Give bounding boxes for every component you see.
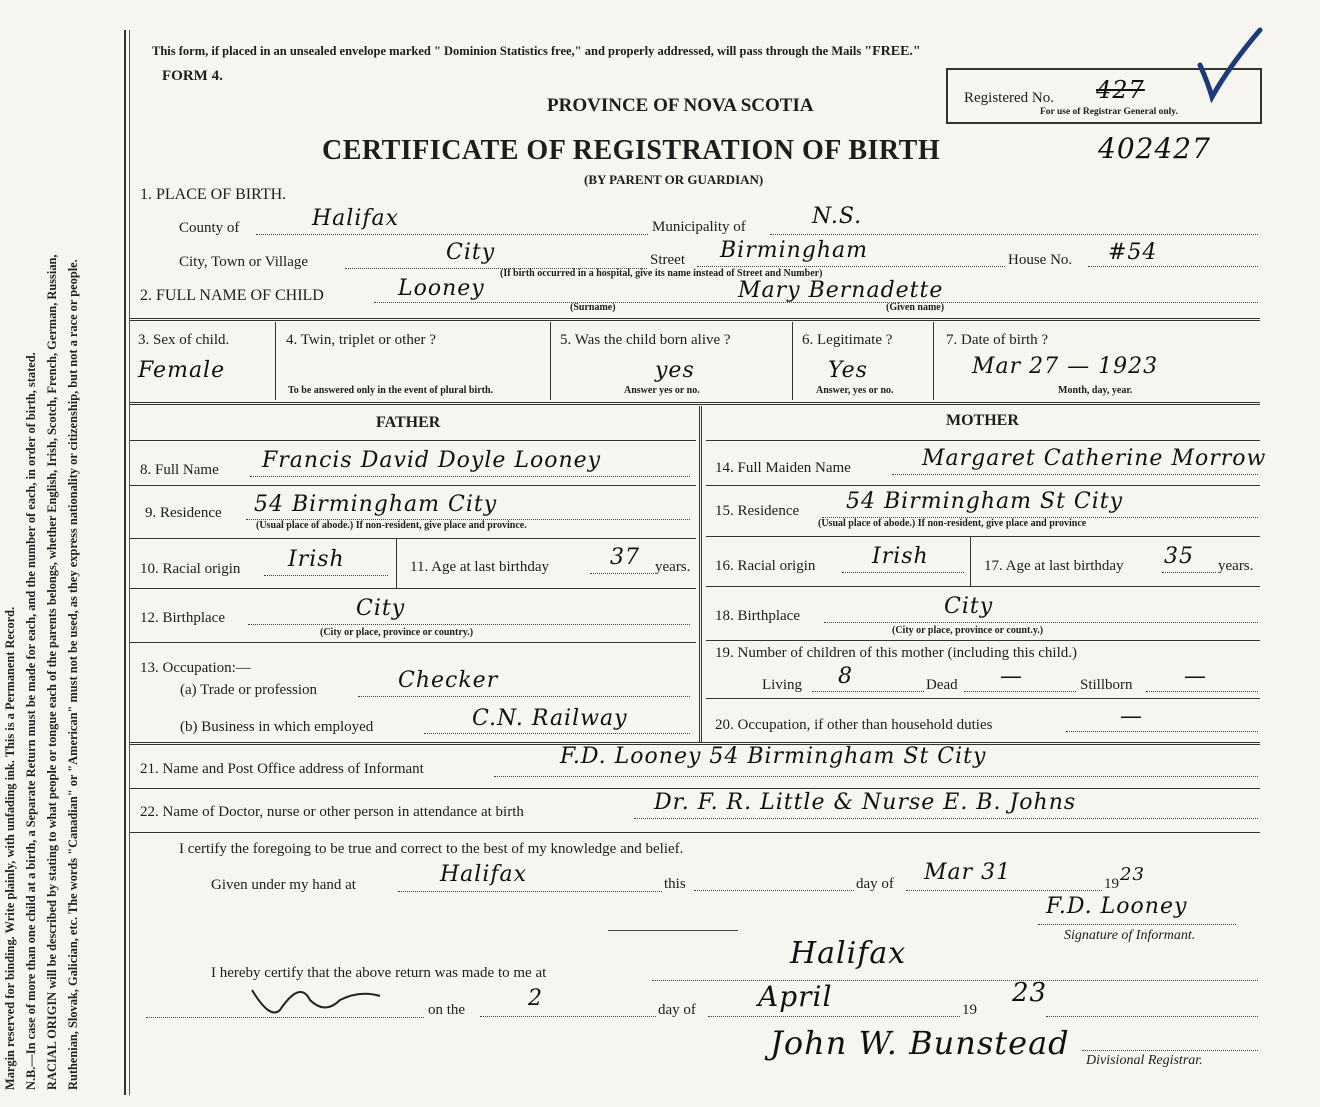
given-year-value: 23 — [1120, 864, 1145, 885]
registrar-month-value: April — [758, 980, 833, 1013]
row-divider-top — [130, 318, 1260, 321]
legitimate-note: Answer, yes or no. — [816, 385, 894, 396]
col-divider — [550, 322, 551, 400]
dob-value: Mar 27 — 1923 — [972, 354, 1159, 379]
street-value: Birmingham — [720, 238, 869, 263]
dob-note: Month, day, year. — [1058, 385, 1133, 396]
father-rule — [130, 440, 696, 441]
father-birthplace-note: (City or place, province or country.) — [320, 627, 474, 638]
registered-note: For use of Registrar General only. — [1040, 107, 1178, 117]
dead-line — [964, 691, 1076, 692]
father-race-line — [264, 575, 388, 576]
informant-signature: F.D. Looney — [1046, 894, 1188, 919]
mother-age-value: 35 — [1164, 544, 1194, 569]
mother-row-rule — [706, 640, 1260, 641]
mother-residence-note: (Usual place of abode.) If non-resident, give place and province — [818, 518, 1087, 529]
father-age-line — [590, 573, 654, 574]
date-line — [906, 890, 1102, 891]
row-divider — [130, 402, 1260, 405]
separator-line — [608, 930, 738, 931]
mother-birthplace-note: (City or place, province or count.y.) — [892, 625, 1044, 636]
this-label: this — [664, 876, 686, 892]
form-number: FORM 4. — [162, 68, 223, 84]
father-row-rule — [130, 485, 696, 486]
row-divider — [130, 832, 1260, 833]
alive-value: yes — [655, 358, 695, 383]
dob-label: 7. Date of birth ? — [946, 332, 1049, 348]
twin-note: To be answered only in the event of plural birth. — [288, 385, 494, 396]
binding-margin — [0, 0, 125, 1107]
place-of-birth-heading: 1. PLACE OF BIRTH. — [140, 186, 287, 203]
registrar-day-value: 2 — [528, 986, 543, 1011]
father-birthplace-value: City — [356, 596, 406, 621]
registrar-day-line — [480, 1016, 656, 1017]
registrar-statement: I hereby certify that the above return was made to me at — [211, 965, 547, 981]
informant-value: F.D. Looney 54 Birmingham St City — [560, 744, 987, 769]
legitimate-label: 6. Legitimate ? — [802, 332, 893, 348]
alive-note: Answer yes or no. — [624, 385, 700, 396]
stillborn-label: Stillborn — [1080, 677, 1133, 693]
col-divider — [396, 538, 397, 588]
house-line — [1088, 266, 1258, 267]
sex-label: 3. Sex of child. — [138, 332, 230, 348]
father-birthplace-line — [248, 624, 690, 625]
registrar-title: Divisional Registrar. — [1086, 1053, 1203, 1068]
father-age-value: 37 — [610, 545, 640, 570]
this-line — [694, 890, 854, 891]
father-years: years. — [655, 559, 691, 575]
father-trade-label: (a) Trade or profession — [180, 682, 318, 698]
father-residence-label: 9. Residence — [145, 505, 222, 521]
year-prefix: 19 — [1104, 876, 1119, 892]
registrar-end-line — [1046, 1016, 1258, 1017]
municipality-value: N.S. — [812, 204, 863, 229]
pen-flourish-icon — [240, 970, 400, 1030]
father-race-value: Irish — [288, 547, 345, 572]
father-business-value: C.N. Railway — [472, 706, 628, 731]
col-divider — [970, 536, 971, 586]
street-label: Street — [650, 252, 685, 268]
house-label: House No. — [1008, 252, 1073, 268]
city-value: City — [446, 240, 496, 265]
mother-years: years. — [1218, 558, 1254, 574]
registrar-month-line — [708, 1016, 960, 1017]
mother-race-line — [842, 572, 964, 573]
father-heading: FATHER — [376, 414, 441, 431]
father-name-value: Francis David Doyle Looney — [262, 448, 602, 473]
registrar-year-prefix: 19 — [962, 1002, 977, 1018]
margin-rule — [124, 30, 126, 1095]
father-residence-value: 54 Birmingham City — [254, 492, 498, 517]
mother-row-rule — [706, 586, 1260, 587]
street-note: (If birth occurred in a hospital, give its name instead of Street and Number) — [500, 268, 823, 279]
province-heading: PROVINCE OF NOVA SCOTIA — [547, 95, 814, 116]
county-label: County of — [179, 220, 240, 236]
mother-age-label: 17. Age at last birthday — [984, 558, 1124, 574]
living-line — [812, 691, 924, 692]
check-mark-icon — [1190, 25, 1270, 105]
mail-notice — [152, 44, 921, 60]
municipality-line — [770, 234, 1258, 235]
surname-note: (Surname) — [570, 302, 616, 313]
margin-instructions — [0, 30, 125, 1090]
house-value: #54 — [1108, 240, 1158, 265]
mother-heading: MOTHER — [946, 412, 1019, 429]
child-name-label: 2. FULL NAME OF CHILD — [140, 287, 324, 304]
living-label: Living — [762, 677, 802, 693]
father-business-line — [424, 733, 690, 734]
col-divider — [792, 322, 793, 400]
dead-value: — — [1000, 664, 1023, 689]
twin-label: 4. Twin, triplet or other ? — [286, 332, 436, 348]
col-divider — [275, 322, 276, 400]
mother-name-value: Margaret Catherine Morrow — [922, 446, 1267, 471]
mother-birthplace-value: City — [944, 594, 994, 619]
child-surname: Looney — [398, 276, 485, 301]
certificate-subtitle: (BY PARENT OR GUARDIAN) — [584, 172, 764, 187]
certify-statement: I certify the foregoing to be true and correct to the best of my knowledge and belief. — [179, 841, 684, 857]
given-under-label: Given under my hand at — [211, 877, 356, 893]
alive-label: 5. Was the child born alive ? — [560, 332, 731, 348]
mail-notice-free: "FREE." — [864, 44, 921, 59]
legitimate-value: Yes — [828, 358, 868, 383]
mother-residence-label: 15. Residence — [715, 503, 800, 519]
on-the-label: on the — [428, 1002, 466, 1018]
county-value: Halifax — [312, 206, 400, 231]
registrar-place-line — [652, 980, 1258, 981]
mother-rule — [706, 440, 1260, 441]
father-row-rule — [130, 642, 696, 643]
registrar-signature: John W. Bunstead — [770, 1024, 1070, 1062]
dead-label: Dead — [926, 677, 958, 693]
mother-race-label: 16. Racial origin — [715, 558, 816, 574]
father-occupation-label: 13. Occupation:— — [140, 660, 251, 676]
margin-line-2: N.B.—In case of more than one child at a birth, a Separate Return must be made for each, and the number of each, in order of birth, stated. — [24, 352, 38, 1090]
mother-name-line — [892, 474, 1258, 475]
father-name-line — [250, 476, 690, 477]
mother-race-value: Irish — [872, 544, 929, 569]
father-birthplace-label: 12. Birthplace — [140, 610, 225, 626]
margin-line-3: RACIAL ORIGIN will be described by stating to what people or tongue each of the parents belongs, whether English, Irish, Scotch, French, German, Russian, — [45, 254, 59, 1090]
father-residence-note: (Usual place of abode.) If non-resident, give place and province. — [256, 520, 527, 531]
parents-divider — [699, 406, 702, 742]
city-label: City, Town or Village — [179, 254, 309, 270]
col-divider — [933, 322, 934, 400]
registrar-signature-line — [1082, 1050, 1258, 1051]
mother-row-rule — [706, 698, 1260, 699]
stillborn-value: — — [1184, 664, 1207, 689]
informant-line — [494, 776, 1258, 777]
certificate-title: CERTIFICATE OF REGISTRATION OF BIRTH — [322, 135, 941, 166]
stillborn-line — [1146, 691, 1258, 692]
county-line — [256, 234, 648, 235]
father-trade-value: Checker — [398, 668, 499, 693]
certificate-number: 402427 — [1098, 132, 1211, 165]
registrar-year-value: 23 — [1012, 978, 1048, 1008]
child-given-name: Mary Bernadette — [738, 278, 944, 303]
given-date-value: Mar 31 — [924, 860, 1012, 885]
day-of-label: day of — [856, 876, 894, 892]
mother-row-rule — [706, 485, 1260, 486]
registrar-day-of-label: day of — [658, 1002, 696, 1018]
street-line — [697, 266, 1005, 267]
row-divider — [130, 788, 1260, 789]
informant-signature-line — [1038, 924, 1236, 925]
mother-row-rule — [706, 536, 1260, 537]
father-row-rule — [130, 588, 696, 589]
father-race-label: 10. Racial origin — [140, 561, 241, 577]
children-label: 19. Number of children of this mother (including this child.) — [715, 645, 1078, 661]
given-place-line — [398, 891, 662, 892]
mother-birthplace-label: 18. Birthplace — [715, 608, 800, 624]
mother-occupation-label: 20. Occupation, if other than household duties — [715, 717, 993, 733]
doctor-line — [634, 818, 1258, 819]
father-business-label: (b) Business in which employed — [180, 719, 374, 735]
registered-value: 427 — [1096, 76, 1145, 104]
informant-signature-label: Signature of Informant. — [1064, 928, 1196, 943]
living-value: 8 — [838, 664, 853, 689]
margin-line-1: Margin reserved for binding. Write plainly, with unfading ink. This is a Permanent Record. — [3, 606, 17, 1090]
mother-occupation-line — [1066, 731, 1258, 732]
margin-line-4: Ruthenian, Slovak, Galician, etc. The words "Canadian" or "American" must not be used, as they express nationality or citizenship, but not a race or people. — [66, 259, 80, 1090]
registrar-place-value: Halifax — [790, 936, 907, 971]
father-name-label: 8. Full Name — [140, 462, 219, 478]
given-place-value: Halifax — [440, 862, 528, 887]
doctor-value: Dr. F. R. Little & Nurse E. B. Johns — [654, 790, 1077, 815]
margin-rule-inner — [129, 30, 130, 1095]
doctor-label: 22. Name of Doctor, nurse or other person in attendance at birth — [140, 804, 524, 820]
registered-label: Registered No. — [964, 90, 1054, 106]
mother-birthplace-line — [824, 622, 1258, 623]
mother-residence-value: 54 Birmingham St City — [846, 489, 1124, 514]
mother-age-line — [1162, 572, 1216, 573]
mother-occupation-value: — — [1120, 704, 1143, 729]
sex-value: Female — [138, 358, 226, 383]
father-trade-line — [358, 696, 690, 697]
given-note: (Given name) — [886, 302, 945, 313]
informant-label: 21. Name and Post Office address of Informant — [140, 761, 424, 777]
father-row-rule — [130, 538, 696, 539]
municipality-label: Municipality of — [652, 219, 746, 235]
mother-name-label: 14. Full Maiden Name — [715, 460, 851, 476]
mail-notice-text: This form, if placed in an unsealed envelope marked " Dominion Statistics free," and properly addressed, will pass through the Mails — [152, 44, 865, 58]
father-age-label: 11. Age at last birthday — [410, 559, 549, 575]
